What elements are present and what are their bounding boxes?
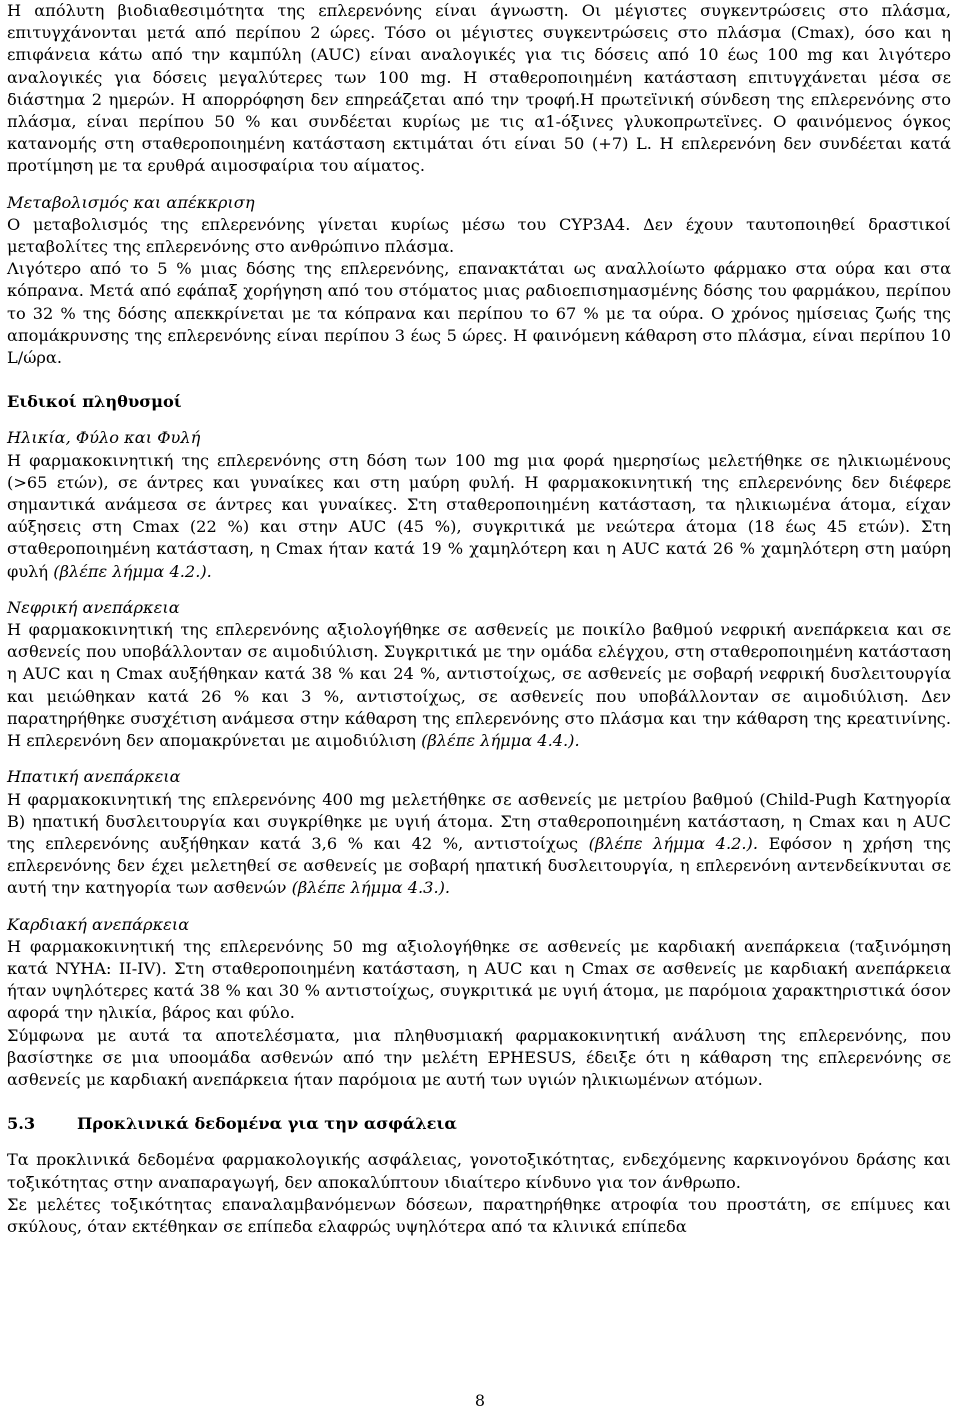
preclinical-section-number: 5.3 xyxy=(7,1114,36,1134)
preclinical-heading xyxy=(7,1113,951,1135)
age-text: Η φαρμακοκινητική της επλερενόνης στη δόση των 100 mg μια φορά ημερησίως μελετήθηκε σε ηλικιωμένους (>65 ετών), σε άντρες και γυναίκες και στη μαύρη φυλή. Η φαρμακοκινητική της επλερενόνης δεν διέφερε σημαντικά ανάμεσα σε άντρες και γυναίκες. Στη σταθεροποιημένη κατάσταση, τα ηλικιωμένα άτομα, είχαν αύξησεις στη Cmax (22 %) και στην AUC (45 %), συγκριτικά με νεώτερα άτομα (18 έως 45 ετών). Στη σταθεροποιημένη κατάσταση, η Cmax ήταν κατά 19 % χαμηλότερη και η AUC κατά 26 % χαμηλότερη στη μαύρη φυλή xyxy=(7,450,951,581)
preclinical-paragraph-1: Τα προκλινικά δεδομένα φαρμακολογικής ασφάλειας, γονοτοξικότητας, ενδεχόμενης καρκινογόνου δράσης και τοξικότητας στην αναπαραγωγή, δεν αποκαλύπτουν ιδιαίτερο κίνδυνο για τον άνθρωπο. xyxy=(7,1150,951,1192)
metabolism-paragraph-1: Ο μεταβολισμός της επλερενόνης γίνεται κυρίως μέσω του CYP3A4. Δεν έχουν ταυτοποιηθεί δραστικοί μεταβολίτες της επλερενόνης στο ανθρώπινο πλάσμα. xyxy=(7,214,951,257)
age-subheading: Ηλικία, Φύλο και Φυλή xyxy=(7,428,201,448)
renal-reference: (βλέπε λήμμα 4.4.). xyxy=(421,731,580,751)
hepatic-text-1: Η φαρμακοκινητική της επλερενόνης 400 mg μελετήθηκε σε ασθενείς με μετρίου βαθμού (Child-Pugh Κατηγορία B) ηπατική δυσλειτουργία και συγκρίθηκε με υγιή άτομα. Στη σταθεροποιημένη κατάσταση, η Cmax και η AUC της επλερενόνης αυξήθηκαν κατά 3,6 % και 42 %, αντιστοίχως xyxy=(7,789,951,853)
renal-text: Η φαρμακοκινητική της επλερενόνης αξιολογήθηκε σε ασθενείς με ποικίλο βαθμού νεφρική ανεπάρκεια και σε ασθενείς που υποβάλλονταν σε αιμοδιύλιση. Συγκριτικά με την ομάδα ελέγχου, στη σταθεροποιημένη κατάσταση η AUC και η Cmax αυξήθηκαν κατά 38 % και 24 %, αντιστοίχως, σε ασθενείς με σοβαρή νεφρική δυσλειτουργία και μειώθηκαν κατά 26 % και 3 %, αντιστοίχως, σε ασθενείς που υποβάλλονταν σε αιμοδιύλιση. Δεν παρατηρήθηκε συσχέτιση ανάμεσα στην κάθαρση της επλερενόνης στο πλάσμα και την κάθαρση της κρεατινίνης. Η επλερενόνη δεν απομακρύνεται με αιμοδιύλιση xyxy=(7,620,951,751)
age-paragraph xyxy=(7,450,951,583)
preclinical-title: Προκλινικά δεδομένα για την ασφάλεια xyxy=(77,1114,457,1134)
hepatic-text-2: Εφόσον η χρήση της επλερενόνης δεν έχει μελετηθεί σε ασθενείς με σοβαρή ηπατική δυσλειτουργία, η επλερενόνη αντενδείκνυται σε αυτή την κατηγορία των ασθενών xyxy=(7,833,951,898)
page-number: 8 xyxy=(474,1391,486,1410)
age-reference: (βλέπε λήμμα 4.2.). xyxy=(53,561,212,581)
cardiac-subheading: Καρδιακή ανεπάρκεια xyxy=(7,914,190,934)
hepatic-paragraph xyxy=(7,789,951,900)
renal-paragraph xyxy=(7,619,951,752)
cardiac-paragraph-1: Η φαρμακοκινητική της επλερενόνης 50 mg αξιολογήθηκε σε ασθενείς με καρδιακή ανεπάρκεια (ταξινόμηση κατά NYHA: II-IV). Στη σταθεροποιημένη κατάσταση, η AUC και η Cmax σε ασθενείς με καρδιακή ανεπάρκεια ήταν υψηλότερες κατά 38 % και 30 % αντιστοίχως, συγκριτικά με υγιή άτομα, με παρόμοια χαρακτηριστικά όσον αφορά την ηλικία, βάρος και φύλο. xyxy=(7,936,951,1023)
metabolism-paragraph-2: Λιγότερο από το 5 % μιας δόσης της επλερενόνης, επανακτάται ως αναλλοίωτο φάρμακο στα ούρα και στα κόπρανα. Μετά από εφάπαξ χορήγηση από του στόματος μιας ραδιοεπισημασμένης δόσης του φαρμάκου, περίπου το 32 % της δόσης απεκκρίνεται με τα κόπρανα και περίπου το 67 % με τα ούρα. Ο χρόνος ημίσειας ζωής της απομάκρυνσης της επλερενόνης είναι περίπου 3 έως 5 ώρες. Η φαινόμενη κάθαρση στο πλάσμα, είναι περίπου 10 L/ώρα. xyxy=(7,259,951,368)
hepatic-reference-1: (βλέπε λήμμα 4.2.). xyxy=(588,833,759,853)
metabolism-subheading: Μεταβολισμός και απέκκριση xyxy=(7,192,255,212)
preclinical-paragraph-2: Σε μελέτες τοξικότητας επαναλαμβανόμενων δόσεων, παρατηρήθηκε ατροφία του προστάτη, σε επίμυες και σκύλους, όταν εκτέθηκαν σε επίπεδα ελαφρώς υψηλότερα από τα κλινικά επίπεδα xyxy=(7,1194,951,1236)
cardiac-paragraph-2: Σύμφωνα με αυτά τα αποτελέσματα, μια πληθυσμιακή φαρμακοκινητική ανάλυση της επλερενόνης, που βασίστηκε σε μια υποομάδα ασθενών από την μελέτη EPHESUS, έδειξε ότι η κάθαρση της επλερενόνης σε ασθενείς με καρδιακή ανεπάρκεια ήταν παρόμοια με αυτή των υγιών ηλικιωμένων ατόμων. xyxy=(7,1025,951,1089)
hepatic-reference-2: (βλέπε λήμμα 4.3.). xyxy=(291,878,451,898)
renal-subheading: Νεφρική ανεπάρκεια xyxy=(7,597,180,617)
special-populations-heading: Ειδικοί πληθυσμοί xyxy=(7,392,182,412)
hepatic-subheading: Ηπατική ανεπάρκεια xyxy=(7,767,181,787)
document-page xyxy=(7,0,951,1238)
pk-intro-paragraph: Η απόλυτη βιοδιαθεσιμότητα της επλερενόνης είναι άγνωστη. Οι μέγιστες συγκεντρώσεις στο πλάσμα, επιτυγχάνονται μετά από περίπου 2 ώρες. Τόσο οι μέγιστες συγκεντρώσεις στο πλάσμα (Cmax), όσο και η επιφάνεια κάτω από την καμπύλη (AUC) είναι αναλογικές για τις δόσεις από 10 έως 100 mg και λιγότερο αναλογικές για δόσεις μεγαλύτερες των 100 mg. Η σταθεροποιημένη κατάσταση επιτυγχάνεται μέσα σε διάστημα 2 ημερών. Η απορρόφηση δεν επηρεάζεται από την τροφή.Η πρωτεϊνική σύνδεση της επλερενόνης στο πλάσμα, είναι περίπου 50 % και συνδέεται κυρίως με τις α1-όξινες γλυκοπρωτεϊνες. Ο φαινόμενος όγκος κατανομής στη σταθεροποιημένη κατάσταση εκτιμάται ότι είναι 50 (+7) L. Η επλερενόνη δεν συνδέεται κατά προτίμηση με τα ερυθρά αιμοσφαίρια του αίματος. xyxy=(7,1,951,176)
